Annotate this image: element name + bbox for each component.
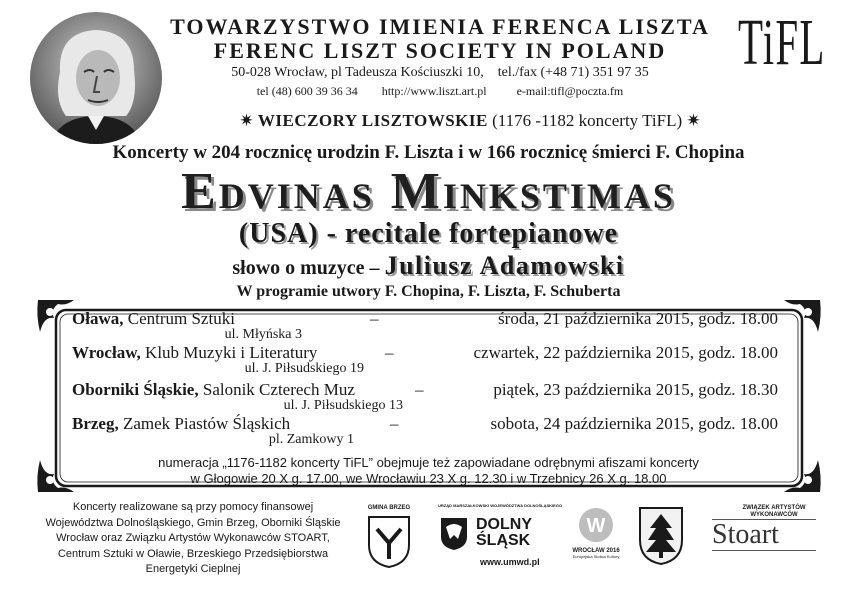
tree-shield-logo — [638, 506, 684, 571]
stoart-wordmark: Stoart — [712, 519, 816, 551]
venue-street: pl. Zamkowy 1 — [268, 432, 354, 447]
sponsors-line: Energetyki Cieplnej — [145, 563, 241, 575]
venue-name: Centrum Sztuki — [127, 309, 235, 328]
separator-dash: – — [415, 380, 424, 399]
venue-name: Zamek Piastów Śląskich — [122, 414, 291, 433]
separator-dash: – — [370, 309, 379, 328]
concert-date: czwartek, 22 października 2015, godz. 18.00 — [473, 343, 778, 362]
umwd-url: www.umwd.pl — [480, 557, 540, 567]
gmina-brzeg-logo — [362, 505, 416, 574]
wroclaw-2016-icon — [578, 507, 614, 543]
venue-street: ul. J. Piłsudskiego 19 — [244, 361, 364, 376]
series-name: WIECZORY LISZTOWSKIE — [257, 111, 488, 130]
lecturer-name: Juliusz Adamowski — [384, 251, 625, 280]
dolny-slask-logo — [438, 503, 563, 573]
venue-name: Klub Muzyki i Literatury — [145, 343, 318, 362]
concert-date: środa, 21 października 2015, godz. 18.00 — [498, 309, 778, 328]
sponsors-line: Koncerty realizowane są przy pomocy finansowej — [72, 501, 314, 513]
concert-venue — [72, 343, 382, 363]
corner-ornament-icon — [782, 298, 822, 334]
gmina-brzeg-caption: GMINA BRZEG — [367, 505, 411, 511]
urzad-caption: URZĄD MARSZAŁKOWSKI WOJEWÓDZTWA DOLNOŚLĄSKIEGO — [438, 503, 563, 508]
numbering-note-line: w Głogowie 20 X g. 17.00, we Wrocławiu 23 X g. 12.30 i w Trzebnicy 26 X g. 18.00 — [190, 471, 667, 486]
slask-word: ŚLĄSK — [476, 532, 531, 549]
org-name-english: FERENC LISZT SOCIETY IN POLAND — [213, 38, 667, 63]
concert-venue — [72, 380, 412, 400]
liszt-portrait — [30, 12, 162, 144]
series-count: (1176 -1182 koncerty TiFL) — [492, 111, 683, 130]
venue-street: ul. J. Piłsudskiego 13 — [283, 398, 403, 413]
recital-subtitle: (USA) - recitale fortepianowe — [238, 218, 619, 249]
lecture-prefix: słowo o muzyce – — [232, 257, 385, 279]
svg-text:W: W — [586, 515, 606, 537]
performer-name: Edvinas Minkstimas — [181, 163, 676, 220]
sponsors-line: Województwa Dolnośląskiego, Gmin Brzeg, Oborniki Śląskie — [45, 516, 341, 529]
stoart-caption: ZWIĄZEK ARTYSTÓW WYKONAWCÓW — [742, 505, 806, 518]
sponsors-line: Wrocław oraz Związku Artystów Wykonawców STOART, — [56, 532, 330, 544]
org-contact: tel (48) 600 39 36 34 http://www.liszt.art.pl e-mail:tifl@poczta.fm — [256, 84, 624, 98]
numbering-note — [60, 455, 797, 487]
concert-occasion: Koncerty w 204 rocznicę urodzin F. Liszta i w 166 rocznicę śmierci F. Chopina — [112, 142, 745, 163]
sponsors-line: Centrum Sztuki w Oławie, Brzeskiego Przedsiębiorstwa — [57, 547, 329, 560]
city: Oława, — [72, 309, 124, 328]
tree-crest-icon — [638, 506, 684, 566]
separator-dash: – — [390, 414, 399, 433]
concert-series — [150, 111, 790, 131]
star-icon: ✷ — [239, 111, 254, 130]
eagle-shield-icon — [440, 517, 468, 551]
corner-ornament-icon — [36, 298, 76, 334]
numbering-note-line: numeracja „1176-1182 koncerty TiFL” obejmuje też zapowiadane odrębnymi afiszami koncerty — [158, 455, 699, 470]
lecture-line — [0, 251, 857, 281]
dolny-word: DOLNY — [476, 516, 532, 533]
concert-venue — [72, 309, 322, 329]
tifl-logo: TiFL — [738, 6, 826, 79]
wroclaw-2016-subcaption: Europejska Stolica Kultury — [572, 554, 620, 559]
concert-date: sobota, 24 października 2015, godz. 18.00 — [490, 414, 778, 433]
concert-date: piątek, 23 października 2015, godz. 18.30 — [493, 380, 778, 399]
city: Wrocław, — [72, 343, 141, 362]
stoart-logo — [712, 505, 816, 551]
venue-street: ul. Młyńska 3 — [224, 327, 302, 342]
wroclaw-2016-caption: WROCŁAW 2016 — [572, 548, 620, 554]
city: Oborniki Śląskie, — [72, 380, 199, 399]
sponsors-text — [18, 500, 368, 578]
separator-dash: – — [385, 343, 394, 362]
program-line: W programie utwory F. Chopina, F. Liszta, F. Schuberta — [236, 283, 621, 300]
venue-name: Salonik Czterech Muz — [202, 380, 355, 399]
star-icon: ✷ — [686, 111, 701, 130]
city: Brzeg, — [72, 414, 119, 433]
wroclaw-2016-logo — [568, 507, 624, 559]
org-address: 50-028 Wrocław, pl Tadeusza Kościuszki 10, tel./fax (+48 71) 351 97 35 — [231, 65, 649, 80]
org-name-polish: TOWARZYSTWO IMIENIA FERENCA LISZTA — [170, 14, 710, 39]
concert-venue — [72, 414, 392, 434]
coat-of-arms-icon — [367, 515, 411, 569]
